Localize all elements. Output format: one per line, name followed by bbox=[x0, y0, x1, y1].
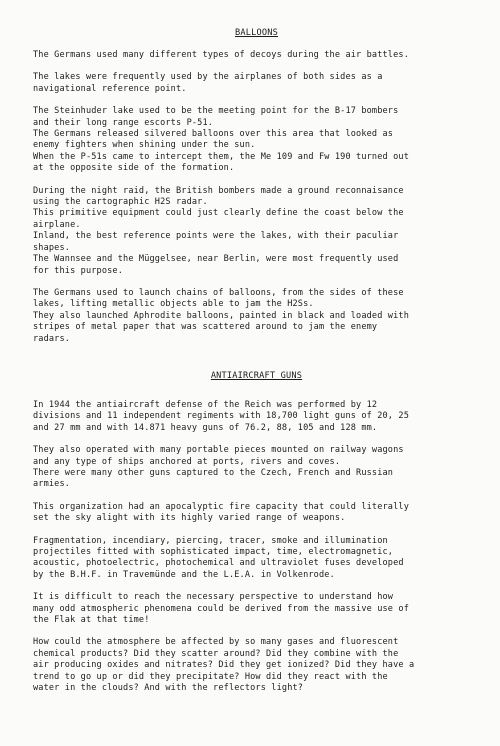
text-line: many odd atmospheric phenomena could be derived from the massive use of bbox=[33, 603, 409, 614]
text-line: They also operated with many portable pieces mounted on railway wagons bbox=[33, 445, 404, 456]
text-line: During the night raid, the British bombers made a ground reconnaisance bbox=[33, 185, 404, 196]
paragraph bbox=[33, 106, 480, 174]
text-line: the Flak at that time! bbox=[33, 615, 150, 626]
text-line: The Germans released silvered balloons over this area that looked as bbox=[33, 129, 394, 140]
text-line: enemy fighters when shining under the sun. bbox=[33, 140, 256, 151]
text-line: How could the atmosphere be affected by so many gases and fluorescent bbox=[33, 637, 399, 648]
paragraph bbox=[33, 592, 480, 626]
text-line: shapes. bbox=[33, 242, 71, 253]
text-line: armies. bbox=[33, 479, 71, 490]
text-line: set the sky alight with its highly varied range of weapons. bbox=[33, 513, 346, 524]
text-line: This primitive equipment could just clearly define the coast below the bbox=[33, 208, 404, 219]
text-line: The Wannsee and the Müggelsee, near Berlin, were most frequently used bbox=[33, 254, 399, 265]
section-heading: BALLOONS bbox=[235, 28, 278, 38]
text-line: There were many other guns captured to the Czech, French and Russian bbox=[33, 467, 394, 478]
text-line: radars. bbox=[33, 333, 71, 344]
section-heading: ANTIAIRCRAFT GUNS bbox=[210, 370, 303, 381]
text-line: The Germans used many different types of decoys during the air battles. bbox=[33, 50, 409, 60]
text-line: and any type of ships anchored at ports, rivers and coves. bbox=[33, 456, 341, 467]
text-line: Inland, the best reference points were the lakes, with their paculiar bbox=[33, 231, 399, 242]
text-line: When the P-51s came to intercept them, the Me 109 and Fw 190 turned out bbox=[33, 151, 409, 162]
text-line: navigational reference point. bbox=[33, 83, 187, 94]
paragraph bbox=[33, 502, 480, 525]
text-line: and 27 mm and with 14.871 heavy guns of 76.2, 88, 105 and 128 mm. bbox=[33, 422, 378, 433]
text-line: for this purpose. bbox=[33, 265, 124, 276]
text-line: They also launched Aphrodite balloons, painted in black and loaded with bbox=[33, 310, 409, 321]
paragraph bbox=[33, 400, 480, 434]
document-body bbox=[33, 28, 480, 694]
text-line: It is difficult to reach the necessary perspective to understand how bbox=[33, 592, 394, 603]
paragraph bbox=[33, 186, 480, 277]
text-line: stripes of metal paper that was scattered around to jam the enemy bbox=[33, 322, 378, 333]
text-line: and their long range escorts P-51. bbox=[33, 117, 214, 128]
paragraph bbox=[33, 637, 480, 694]
text-line: In 1944 the antiaircraft defense of the Reich was performed by 12 bbox=[33, 399, 378, 410]
text-line: This organization had an apocalyptic fire capacity that could literally bbox=[33, 501, 409, 512]
text-line: Fragmentation, incendiary, piercing, tracer, smoke and illumination bbox=[33, 535, 388, 546]
text-line: air producing oxides and nitrates? Did they get ionized? Did they have a bbox=[33, 660, 415, 671]
text-line: at the opposite side of the formation. bbox=[33, 163, 235, 174]
text-line: The Germans used to launch chains of balloons, from the sides of these bbox=[33, 287, 404, 298]
text-line: trend to go up or did they precipitate? How did they react with the bbox=[33, 671, 388, 682]
text-line: The Steinhuder lake used to be the meeting point for the B-17 bombers bbox=[33, 106, 399, 117]
text-line: using the cartographic H2S radar. bbox=[33, 197, 208, 208]
text-line: projectiles fitted with sophisticated impact, time, electromagnetic, bbox=[33, 547, 394, 557]
paragraph bbox=[33, 536, 480, 582]
text-line: lakes, lifting metallic objects able to jam the H2Ss. bbox=[33, 299, 314, 310]
text-line: water in the clouds? And with the reflectors light? bbox=[33, 683, 304, 694]
paragraph bbox=[33, 50, 480, 61]
paragraph bbox=[33, 72, 480, 95]
text-line: by the B.H.F. in Travemünde and the L.E.A. in Volkenrode. bbox=[33, 569, 335, 580]
text-line: divisions and 11 independent regiments with 18,700 light guns of 20, 25 bbox=[33, 411, 409, 422]
text-line: airplane. bbox=[33, 219, 81, 230]
paragraph bbox=[33, 288, 480, 345]
text-line: The lakes were frequently used by the airplanes of both sides as a bbox=[33, 72, 383, 83]
paragraph bbox=[33, 445, 480, 491]
text-line: acoustic, photoelectric, photochemical and ultraviolet fuses developed bbox=[33, 558, 404, 569]
text-line: chemical products? Did they scatter around? Did they combine with the bbox=[33, 648, 399, 659]
